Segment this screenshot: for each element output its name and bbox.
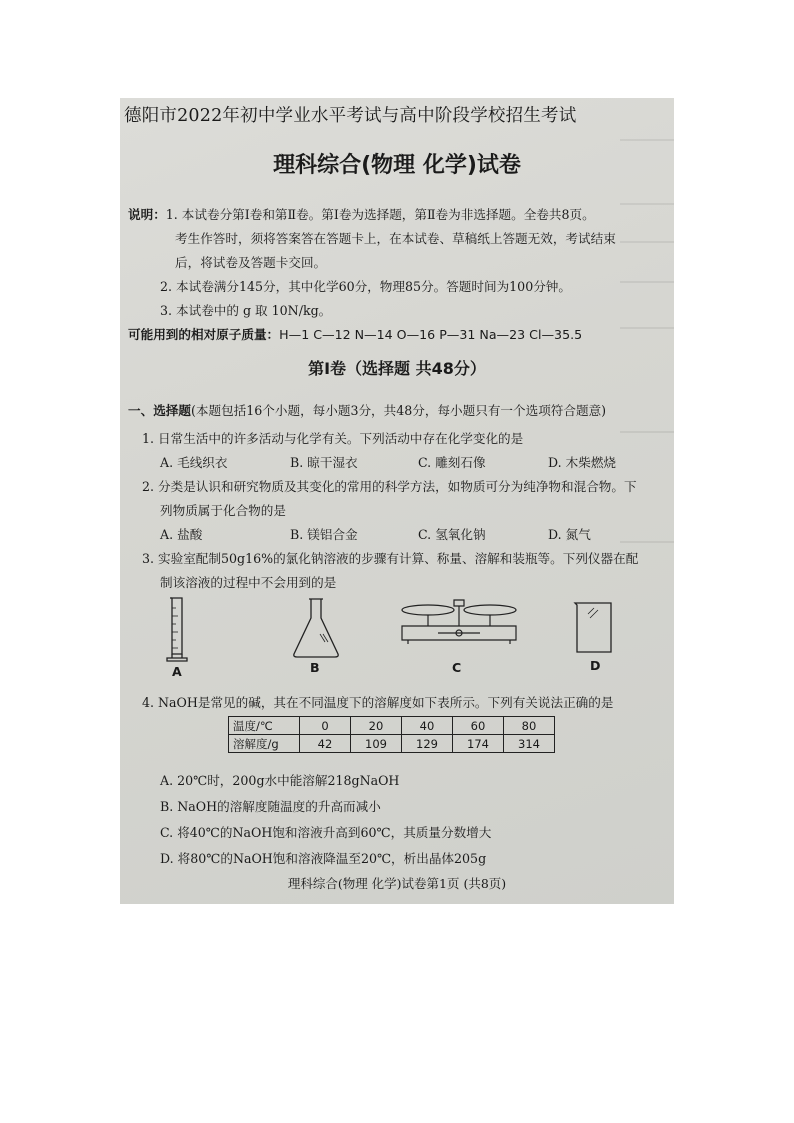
apparatus-label-c: C — [452, 660, 462, 675]
notes-line-4: 2. 本试卷满分145分，其中化学60分，物理85分。答题时间为100分钟。 — [160, 279, 571, 294]
apparatus-label-a: A — [172, 664, 182, 679]
question-2-option-c: C. 氢氧化钠 — [418, 527, 486, 542]
question-4-stem: 4. NaOH是常见的碱，其在不同温度下的溶解度如下表所示。下列有关说法正确的是 — [142, 695, 614, 710]
graduated-cylinder-drawing — [164, 594, 192, 666]
question-4-option-a: A. 20℃时，200g水中能溶解218gNaOH — [160, 773, 400, 788]
table-cell: 20 — [351, 717, 402, 735]
question-3-stem-2: 制该溶液的过程中不会用到的是 — [160, 575, 337, 590]
question-1-stem: 1. 日常生活中的许多活动与化学有关。下列活动中存在化学变化的是 — [142, 431, 524, 446]
section-title: 第Ⅰ卷（选择题 共48分） — [308, 359, 486, 378]
question-2-stem-1: 2. 分类是认识和研究物质及其变化的常用的科学方法，如物质可分为纯净物和混合物。下 — [142, 479, 637, 494]
question-4-option-b: B. NaOH的溶解度随温度的升高而减小 — [160, 799, 381, 814]
section-text: (本题包括16个小题，每小题3分，共48分，每小题只有一个选项符合题意) — [190, 403, 607, 418]
question-1-option-b: B. 晾干湿衣 — [290, 455, 358, 470]
beaker-drawing — [572, 600, 616, 656]
table-row — [229, 735, 555, 753]
question-4-option-c: C. 将40℃的NaOH饱和溶液升高到60℃，其质量分数增大 — [160, 825, 492, 840]
conical-flask-drawing — [290, 596, 342, 660]
section-instructions — [128, 400, 606, 419]
atomic-mass-label: 可能用到的相对原子质量： — [128, 327, 280, 342]
apparatus-label-d: D — [590, 658, 601, 673]
table-header-temperature: 温度/℃ — [229, 717, 300, 735]
question-2-stem-2: 列物质属于化合物的是 — [160, 503, 286, 518]
exam-title: 德阳市2022年初中学业水平考试与高中阶段学校招生考试 — [124, 106, 577, 126]
question-2-option-a: A. 盐酸 — [160, 527, 203, 542]
table-cell: 60 — [453, 717, 504, 735]
table-row — [229, 717, 555, 735]
question-1-option-a: A. 毛线织衣 — [160, 455, 228, 470]
question-4-option-d: D. 将80℃的NaOH饱和溶液降温至20℃，析出晶体205g — [160, 851, 487, 866]
question-2-option-d: D. 氮气 — [548, 527, 591, 542]
exam-subtitle: 理科综合(物理 化学)试卷 — [273, 153, 521, 178]
solubility-table — [228, 716, 555, 753]
table-cell: 42 — [300, 735, 351, 753]
table-cell: 314 — [504, 735, 555, 753]
notes-line-1 — [128, 204, 595, 223]
question-2-option-b: B. 镁铝合金 — [290, 527, 358, 542]
table-cell: 80 — [504, 717, 555, 735]
section-label: 一、选择题 — [128, 403, 191, 418]
exam-page — [120, 98, 674, 904]
apparatus-label-b: B — [310, 660, 320, 675]
table-cell: 0 — [300, 717, 351, 735]
table-cell: 129 — [402, 735, 453, 753]
notes-line-3: 后，将试卷及答题卡交回。 — [175, 255, 327, 270]
table-cell: 40 — [402, 717, 453, 735]
notes-label: 说明： — [128, 207, 166, 222]
notes-line-5: 3. 本试卷中的 g 取 10N/kg。 — [160, 303, 332, 318]
table-cell: 174 — [453, 735, 504, 753]
question-3-stem-1: 3. 实验室配制50g16%的氯化钠溶液的步骤有计算、称量、溶解和装瓶等。下列仪器在配 — [142, 551, 639, 566]
table-header-solubility: 溶解度/g — [229, 735, 300, 753]
atomic-mass-values: H—1 C—12 N—14 O—16 P—31 Na—23 Cl—35.5 — [279, 327, 583, 342]
page-footer: 理科综合(物理 化学)试卷第1页 (共8页) — [287, 876, 507, 891]
table-cell: 109 — [351, 735, 402, 753]
atomic-mass-line — [128, 324, 582, 343]
notes-text-1: 1. 本试卷分第Ⅰ卷和第Ⅱ卷。第Ⅰ卷为选择题，第Ⅱ卷为非选择题。全卷共8页。 — [165, 207, 595, 222]
question-1-option-c: C. 雕刻石像 — [418, 455, 486, 470]
balance-scale-drawing — [398, 596, 520, 658]
question-1-option-d: D. 木柴燃烧 — [548, 455, 617, 470]
notes-line-2: 考生作答时，须将答案答在答题卡上，在本试卷、草稿纸上答题无效，考试结束 — [175, 231, 616, 246]
